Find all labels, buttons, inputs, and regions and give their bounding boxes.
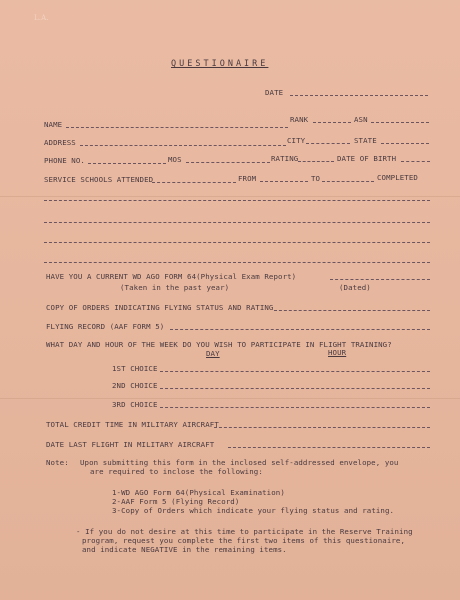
third-choice-line[interactable] — [160, 407, 430, 408]
schools-line[interactable] — [152, 182, 236, 183]
schools-blank-line[interactable] — [44, 262, 430, 263]
second-choice-label: 2ND CHOICE — [112, 381, 158, 390]
last-flight-line[interactable] — [228, 447, 430, 448]
service-schools-label: SERVICE SCHOOLS ATTENDED — [44, 175, 154, 184]
dated-label: (Dated) — [339, 283, 371, 292]
note-item: 3-Copy of Orders which indicate your flying status and rating. — [112, 506, 395, 515]
name-line[interactable] — [66, 127, 288, 128]
schools-blank-line[interactable] — [44, 200, 430, 201]
note-label: Note: — [46, 458, 69, 467]
second-choice-line[interactable] — [160, 388, 430, 389]
note-paragraph-line: program, request you complete the first two items of this questionaire, — [82, 536, 406, 545]
form-title: QUESTIONAIRE — [171, 59, 269, 69]
day-hour-question: WHAT DAY AND HOUR OF THE WEEK DO YOU WISH TO PARTICIPATE IN FLIGHT TRAINING? — [46, 340, 392, 349]
wd-form-subtext: (Taken in the past year) — [120, 283, 230, 292]
corner-mark: L.A. — [34, 14, 49, 22]
wd-form-question: HAVE YOU A CURRENT WD AGO FORM 64(Physical Exam Report) — [46, 272, 297, 281]
paper-fold — [0, 398, 460, 399]
hour-heading: HOUR — [328, 348, 347, 357]
phone-line[interactable] — [88, 163, 166, 164]
credit-time-question: TOTAL CREDIT TIME IN MILITARY AIRCRAFT — [46, 420, 219, 429]
address-label: ADDRESS — [44, 138, 76, 147]
to-label: TO — [311, 174, 321, 183]
state-label: STATE — [354, 136, 377, 145]
completed-label: COMPLETED — [377, 173, 418, 182]
note-item: 2-AAF Form 5 (Flying Record) — [112, 497, 240, 506]
orders-question: COPY OF ORDERS INDICATING FLYING STATUS AND RATING — [46, 303, 274, 312]
city-label: CITY — [287, 136, 306, 145]
note-line: Upon submitting this form in the inclosed self-addressed envelope, you — [80, 458, 399, 467]
third-choice-label: 3RD CHOICE — [112, 400, 158, 409]
wd-form-line[interactable] — [330, 279, 430, 280]
credit-time-line[interactable] — [214, 427, 430, 428]
dob-label: DATE OF BIRTH — [337, 154, 397, 163]
note-item: 1-WD AGO Form 64(Physical Examination) — [112, 488, 285, 497]
city-line[interactable] — [306, 143, 350, 144]
date-label: DATE — [265, 88, 284, 97]
flying-record-question: FLYING RECORD (AAF FORM 5) — [46, 322, 165, 331]
note-paragraph-line: - If you do not desire at this time to participate in the Reserve Training — [76, 527, 413, 536]
address-line[interactable] — [80, 145, 286, 146]
schools-blank-line[interactable] — [44, 242, 430, 243]
mos-line[interactable] — [186, 162, 270, 163]
asn-line[interactable] — [371, 122, 429, 123]
first-choice-label: 1ST CHOICE — [112, 364, 158, 373]
first-choice-line[interactable] — [160, 371, 430, 372]
rank-label: RANK — [290, 115, 309, 124]
dob-line[interactable] — [401, 161, 430, 162]
flying-record-line[interactable] — [170, 329, 430, 330]
rating-label: RATING — [271, 154, 299, 163]
date-line[interactable] — [290, 95, 428, 96]
paper-fold — [0, 196, 460, 197]
to-line[interactable] — [322, 181, 374, 182]
asn-label: ASN — [354, 115, 368, 124]
from-line[interactable] — [260, 181, 308, 182]
day-heading: DAY — [206, 349, 220, 358]
note-line: are required to inclose the following: — [90, 467, 263, 476]
name-label: NAME — [44, 120, 63, 129]
rank-line[interactable] — [313, 122, 351, 123]
schools-blank-line[interactable] — [44, 222, 430, 223]
note-paragraph-line: and indicate NEGATIVE in the remaining items. — [82, 545, 287, 554]
orders-line[interactable] — [274, 310, 430, 311]
mos-label: MOS — [168, 155, 182, 164]
state-line[interactable] — [381, 143, 429, 144]
phone-label: PHONE NO. — [44, 156, 85, 165]
from-label: FROM — [238, 174, 257, 183]
rating-line[interactable] — [298, 161, 334, 162]
last-flight-question: DATE LAST FLIGHT IN MILITARY AIRCRAFT — [46, 440, 215, 449]
